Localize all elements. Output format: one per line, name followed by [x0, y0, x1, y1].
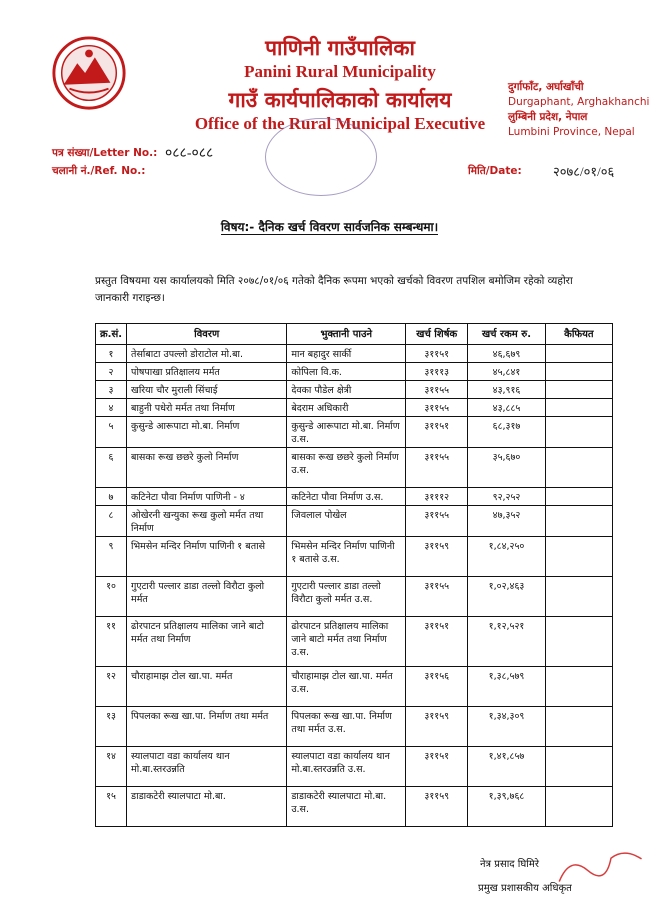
cell-payee: बासका रूख छछरे कुलो निर्माण उ.स.	[287, 448, 406, 488]
cell-amount: ४६,६७९	[468, 345, 546, 363]
cell-remarks	[545, 448, 612, 488]
table-body	[96, 345, 613, 827]
cell-payee: मान बहादुर सार्की	[287, 345, 406, 363]
cell-payee: गुएटारी पल्लार डाडा तल्लो विरौटा कुलो मर्मत उ.स.	[287, 577, 406, 617]
cell-payee: स्यालपाटा वडा कार्यालय थान मो.बा.स्तरउन्नति उ.स.	[287, 747, 406, 787]
table-row	[96, 506, 613, 537]
cell-description: ओखेरनी खन्युका रूख कुलो मर्मत तथा निर्माण	[127, 506, 287, 537]
cell-serial: १४	[96, 747, 127, 787]
cell-remarks	[545, 363, 612, 381]
cell-payee: जिवलाल पोखेल	[287, 506, 406, 537]
cell-description: भिमसेन मन्दिर निर्माण पाणिनी १ बतासे	[127, 537, 287, 577]
cell-remarks	[545, 537, 612, 577]
table-row	[96, 787, 613, 827]
cell-budget-code: ३११५९	[406, 707, 468, 747]
cell-serial: ८	[96, 506, 127, 537]
cell-serial: १	[96, 345, 127, 363]
cell-amount: ४५,८४१	[468, 363, 546, 381]
expense-table	[95, 323, 613, 827]
address-line-2: Durgaphant, Arghakhanchi	[508, 96, 650, 108]
cell-amount: ४७,३५२	[468, 506, 546, 537]
cell-payee: चौराहामाझ टोल खा.पा. मर्मत उ.स.	[287, 667, 406, 707]
cell-payee: ढोरपाटन प्रतिक्षालय मालिका जाने बाटो मर्मत तथा निर्माण उ.स.	[287, 617, 406, 667]
date-label: मिति/Date:	[468, 165, 522, 177]
subject-line	[0, 218, 659, 235]
cell-remarks	[545, 787, 612, 827]
cell-serial: ३	[96, 381, 127, 399]
subject-text: विषय:- दैनिक खर्च विवरण सार्वजनिक सम्बन्धमा।	[220, 220, 439, 234]
cell-amount: १,३९,७६८	[468, 787, 546, 827]
table-row	[96, 667, 613, 707]
header-description: विवरण	[127, 324, 287, 345]
cell-description: कुसुन्डे आरूपाटा मो.बा. निर्माण	[127, 417, 287, 448]
cell-remarks	[545, 345, 612, 363]
table-row	[96, 448, 613, 488]
cell-payee: बेदराम अधिकारी	[287, 399, 406, 417]
cell-remarks	[545, 488, 612, 506]
cell-budget-code: ३११५५	[406, 448, 468, 488]
municipality-name-en: Panini Rural Municipality	[244, 62, 436, 81]
cell-remarks	[545, 381, 612, 399]
table-row	[96, 488, 613, 506]
header-amount: खर्च रकम रु.	[468, 324, 546, 345]
cell-serial: ४	[96, 399, 127, 417]
header-serial: क्र.सं.	[96, 324, 127, 345]
cell-budget-code: ३११५५	[406, 381, 468, 399]
municipality-logo	[50, 34, 128, 112]
cell-remarks	[545, 747, 612, 787]
office-seal	[265, 118, 377, 196]
signatory-title: प्रमुख प्रशासकीय अधिकृत	[478, 883, 572, 894]
cell-remarks	[545, 417, 612, 448]
cell-budget-code: ३१११३	[406, 363, 468, 381]
cell-serial: १५	[96, 787, 127, 827]
cell-description: कटिनेटा पौवा निर्माण पाणिनी - ४	[127, 488, 287, 506]
cell-budget-code: ३१११२	[406, 488, 468, 506]
cell-description: ढोरपाटन प्रतिक्षालय मालिका जाने बाटो मर्मत तथा निर्माण	[127, 617, 287, 667]
cell-serial: ५	[96, 417, 127, 448]
table-row	[96, 617, 613, 667]
cell-payee: देवका पौडेल क्षेत्री	[287, 381, 406, 399]
cell-payee: भिमसेन मन्दिर निर्माण पाणिनी १ बतासे उ.स.	[287, 537, 406, 577]
cell-budget-code: ३११५१	[406, 617, 468, 667]
cell-amount: १,४१,८५७	[468, 747, 546, 787]
header-payee: भुक्तानी पाउने	[287, 324, 406, 345]
cell-payee: डाडाकटेरी स्यालपाटा मो.बा. उ.स.	[287, 787, 406, 827]
address-line-3: लुम्बिनी प्रदेश, नेपाल	[508, 111, 588, 123]
table-header-row	[96, 324, 613, 345]
cell-serial: २	[96, 363, 127, 381]
address-line-1: दुर्गाफाँट, अर्घाखाँची	[508, 81, 584, 93]
cell-budget-code: ३११५६	[406, 667, 468, 707]
table-row	[96, 707, 613, 747]
cell-serial: १३	[96, 707, 127, 747]
office-name-en: Office of the Rural Municipal Executive	[194, 114, 486, 133]
cell-remarks	[545, 577, 612, 617]
cell-remarks	[545, 506, 612, 537]
letter-no-value: ०८८-०८८	[165, 146, 214, 161]
cell-description: बासका रूख छछरे कुलो निर्माण	[127, 448, 287, 488]
table-row	[96, 537, 613, 577]
cell-remarks	[545, 667, 612, 707]
cell-payee: कुसुन्डे आरूपाटा मो.बा. निर्माण उ.स.	[287, 417, 406, 448]
cell-budget-code: ३११५९	[406, 787, 468, 827]
cell-amount: १,८४,२५०	[468, 537, 546, 577]
letter-no-label: पत्र संख्या/Letter No.:	[52, 147, 158, 159]
cell-description: पोषपाखा प्रतिक्षालय मर्मत	[127, 363, 287, 381]
cell-budget-code: ३११५५	[406, 399, 468, 417]
cell-amount: ४३,८८५	[468, 399, 546, 417]
cell-description: तेर्साबाटा उपल्लो डोराटोल मो.बा.	[127, 345, 287, 363]
cell-payee: कटिनेटा पौवा निर्माण उ.स.	[287, 488, 406, 506]
cell-serial: १२	[96, 667, 127, 707]
cell-serial: ७	[96, 488, 127, 506]
cell-description: डाडाकटेरी स्यालपाटा मो.बा.	[127, 787, 287, 827]
cell-budget-code: ३११५९	[406, 537, 468, 577]
cell-payee: कोपिला वि.क.	[287, 363, 406, 381]
table-row	[96, 381, 613, 399]
table-row	[96, 577, 613, 617]
cell-description: स्यालपाटा वडा कार्यालय थान मो.बा.स्तरउन्नति	[127, 747, 287, 787]
cell-amount: ४३,९१६	[468, 381, 546, 399]
intro-paragraph: प्रस्तुत विषयमा यस कार्यालयको मिति २०७८/०१/०६ गतेको दैनिक रूपमा भएको खर्चको विवरण तपशिल बमोजिम रहेको व्यहोरा जानकारी गराइन्छ।	[95, 275, 573, 304]
cell-amount: १,०२,४६३	[468, 577, 546, 617]
cell-amount: १,३८,५७९	[468, 667, 546, 707]
table-row	[96, 399, 613, 417]
signatory-name: नेत्र प्रसाद घिमिरे	[480, 859, 539, 870]
cell-remarks	[545, 617, 612, 667]
cell-remarks	[545, 707, 612, 747]
cell-description: खरिया चौर मुराली सिंचाई	[127, 381, 287, 399]
cell-amount: ९२,२५२	[468, 488, 546, 506]
cell-budget-code: ३११५५	[406, 577, 468, 617]
cell-serial: १०	[96, 577, 127, 617]
table-row	[96, 417, 613, 448]
cell-serial: ९	[96, 537, 127, 577]
cell-description: बाहुनी पधेरो मर्मत तथा निर्माण	[127, 399, 287, 417]
table-row	[96, 345, 613, 363]
table-row	[96, 363, 613, 381]
table-row	[96, 747, 613, 787]
ref-no-label: चलानी नं./Ref. No.:	[52, 165, 146, 177]
cell-serial: ६	[96, 448, 127, 488]
cell-amount: १,१२,५२१	[468, 617, 546, 667]
address-line-4: Lumbini Province, Nepal	[508, 126, 635, 138]
cell-payee: पिपलका रूख खा.पा. निर्माण तथा मर्मत उ.स.	[287, 707, 406, 747]
cell-description: चौराहामाझ टोल खा.पा. मर्मत	[127, 667, 287, 707]
cell-budget-code: ३११५१	[406, 345, 468, 363]
cell-remarks	[545, 399, 612, 417]
cell-amount: ३५,६७०	[468, 448, 546, 488]
date-value: २०७८/०१/०६	[553, 164, 615, 179]
cell-amount: ६८,३१७	[468, 417, 546, 448]
cell-budget-code: ३११५५	[406, 506, 468, 537]
cell-description: पिपलका रूख खा.पा. निर्माण तथा मर्मत	[127, 707, 287, 747]
cell-description: गुएटारी पल्लार डाडा तल्लो विरौटा कुलो मर्मत	[127, 577, 287, 617]
office-name-np: गाउँ कार्यपालिकाको कार्यालय	[228, 88, 452, 112]
cell-budget-code: ३११५१	[406, 417, 468, 448]
cell-serial: ११	[96, 617, 127, 667]
cell-amount: १,३४,३०९	[468, 707, 546, 747]
header-budget-code: खर्च शिर्षक	[406, 324, 468, 345]
cell-budget-code: ३११५१	[406, 747, 468, 787]
header-remarks: कैफियत	[545, 324, 612, 345]
municipality-name-np: पाणिनी गाउँपालिका	[265, 36, 415, 60]
